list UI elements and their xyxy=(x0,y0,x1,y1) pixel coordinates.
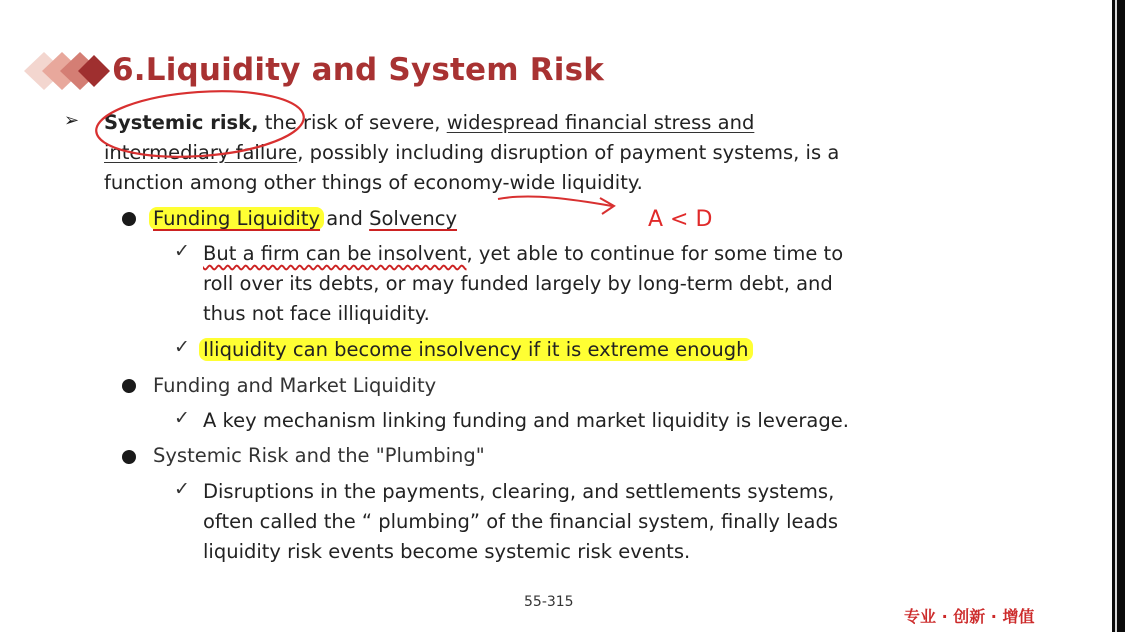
bullet-1-sub-1-line-3: thus not face illiquidity. xyxy=(203,302,430,325)
bullet-1-heading xyxy=(153,204,457,234)
bullet-3-sub-1-line-1: Disruptions in the payments, clearing, and settlements systems, xyxy=(203,480,835,503)
funding-liquidity-label: Funding Liquidity xyxy=(149,207,324,230)
bullet-1-sub-2 xyxy=(203,335,749,365)
bullet-1-sub-1-line-1 xyxy=(203,239,843,269)
intro-line-1-b: widespread financial stress and xyxy=(446,111,755,134)
bullet-1-sub-1 xyxy=(203,239,843,329)
bullet-dot-icon xyxy=(122,212,136,226)
bullet-1-sub-1-line-2: roll over its debts, or may funded largely by long-term debt, and xyxy=(203,272,833,295)
solvency-label: Solvency xyxy=(369,207,458,230)
title-diamond-icon xyxy=(24,48,114,94)
arrowhead-annotation xyxy=(600,198,614,214)
intro-line-1-a: the risk of severe, xyxy=(258,111,447,134)
bullet-3-sub-1 xyxy=(203,477,838,567)
intro-line-2 xyxy=(104,138,1044,168)
arrow-bullet-icon: ➢ xyxy=(64,110,80,131)
handwritten-note: A < D xyxy=(648,207,713,232)
intro-line-1 xyxy=(104,108,1044,138)
footer-brand: 专业 · 创新 · 增值 xyxy=(904,607,1035,626)
bullet-dot-icon xyxy=(122,450,136,464)
check-icon: ✓ xyxy=(174,407,190,429)
intro-line-2-b: , possibly including disruption of payment systems, is a xyxy=(297,141,840,164)
bullet-dot-icon xyxy=(122,379,136,393)
bullet-3-sub-1-line-3: liquidity risk events become systemic risk events. xyxy=(203,540,691,563)
bullet-2-sub-1: A key mechanism linking funding and market liquidity is leverage. xyxy=(203,409,849,432)
check-icon: ✓ xyxy=(174,240,190,262)
slide-title: 6.Liquidity and System Risk xyxy=(112,52,605,88)
bullet-1-sub-1-line-1-b: , yet able to continue for some time to xyxy=(466,242,844,265)
edge-line xyxy=(1115,0,1117,632)
intro-paragraph xyxy=(104,108,1044,198)
bullet-3-sub-1-line-2: often called the “ plumbing” of the financial system, finally leads xyxy=(203,510,839,533)
and-label: and xyxy=(320,207,370,230)
window-edge xyxy=(1112,0,1125,632)
page-number: 55-315 xyxy=(524,594,574,610)
check-icon: ✓ xyxy=(174,336,190,358)
intro-line-3: function among other things of economy-wide liquidity. xyxy=(104,171,643,194)
illiquidity-highlight: Iliquidity can become insolvency if it is extreme enough xyxy=(199,338,753,361)
insolvent-phrase: But a firm can be insolvent xyxy=(203,242,467,265)
bullet-2-heading: Funding and Market Liquidity xyxy=(153,374,437,397)
intro-line-2-a: intermediary failure xyxy=(104,141,298,164)
bullet-3-heading: Systemic Risk and the "Plumbing" xyxy=(153,444,485,467)
systemic-risk-term: Systemic risk, xyxy=(104,111,259,134)
check-icon: ✓ xyxy=(174,478,190,500)
